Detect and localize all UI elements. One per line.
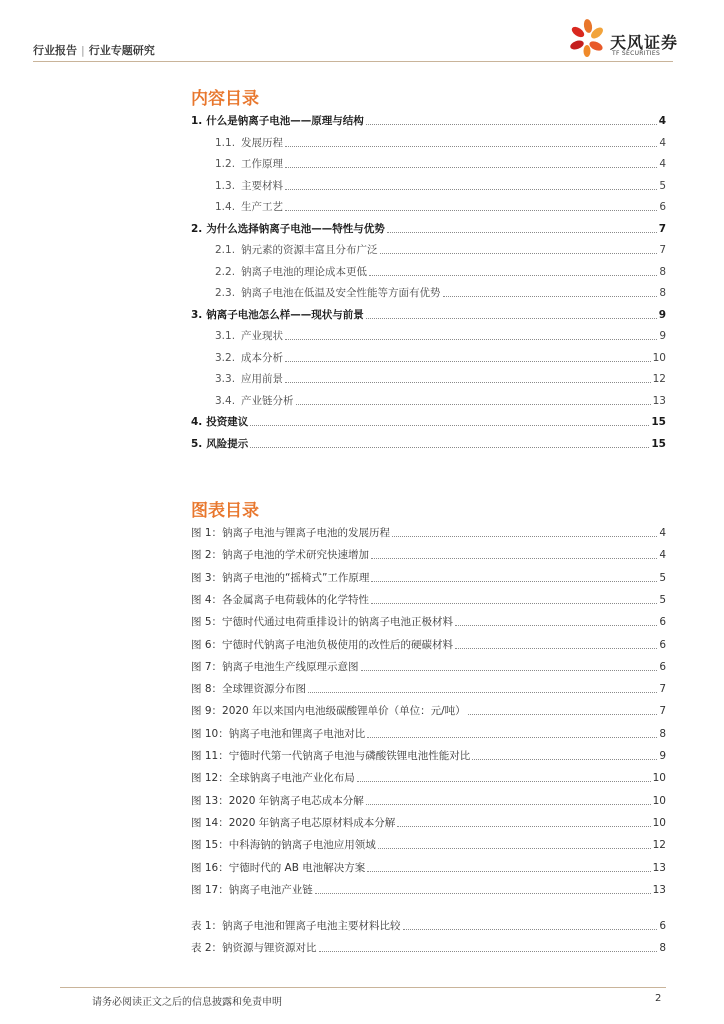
table-entry[interactable]: 表 2：钠资源与锂资源对比 8 xyxy=(191,942,666,955)
figure-entry[interactable]: 图 2：钠离子电池的学术研究快速增加 4 xyxy=(191,549,666,562)
toc-entry[interactable]: 3.3. 应用前景 12 xyxy=(215,373,666,385)
toc-entry[interactable]: 5. 风险提示 15 xyxy=(191,437,666,450)
tf-securities-logo xyxy=(566,18,686,58)
header-separator: | xyxy=(81,44,85,57)
figure-entry[interactable]: 图 17：钠离子电池产业链 13 xyxy=(191,883,666,896)
toc-entry[interactable]: 1.2. 工作原理 4 xyxy=(215,158,666,170)
figure-entry[interactable]: 图 14：2020 年钠离子电芯原材料成本分解 10 xyxy=(191,816,666,829)
report-subtype: 行业专题研究 xyxy=(88,44,155,57)
figure-entry[interactable]: 图 11：宁德时代第一代钠离子电池与磷酸铁锂电池性能对比 9 xyxy=(191,750,666,762)
figure-entry[interactable]: 图 5：宁德时代通过电荷重排设计的钠离子电池正极材料 6 xyxy=(191,616,666,629)
toc-entry[interactable]: 1.1. 发展历程 4 xyxy=(215,136,666,149)
toc-entry[interactable]: 2.1. 钠元素的资源丰富且分布广泛 7 xyxy=(215,244,666,256)
figure-entry[interactable]: 图 16：宁德时代的 AB 电池解决方案 13 xyxy=(191,861,666,874)
logo-chinese-text: 天风证券 xyxy=(610,33,679,52)
figures-title: 图表目录 xyxy=(191,501,259,521)
figure-entry[interactable]: 图 1：钠离子电池与锂离子电池的发展历程 4 xyxy=(191,527,666,539)
toc-entry[interactable]: 3. 钠离子电池怎么样——现状与前景 9 xyxy=(191,308,666,321)
toc-title: 内容目录 xyxy=(191,89,259,109)
toc-entry[interactable]: 1.3. 主要材料 5 xyxy=(215,179,666,192)
toc-entry[interactable]: 3.1. 产业现状 9 xyxy=(215,330,666,342)
toc-entry[interactable]: 4. 投资建议 15 xyxy=(191,416,666,428)
page-number: 2 xyxy=(655,993,662,1004)
figure-entry[interactable]: 图 6：宁德时代钠离子电池负极使用的改性后的硬碳材料 6 xyxy=(191,638,666,651)
footer-divider xyxy=(60,987,666,988)
figure-entry[interactable]: 图 13：2020 年钠离子电芯成本分解 10 xyxy=(191,794,666,807)
figure-entry[interactable]: 图 4：各金属离子电荷载体的化学特性 5 xyxy=(191,593,666,606)
toc-entry[interactable]: 2.3. 钠离子电池在低温及安全性能等方面有优势 8 xyxy=(215,287,666,299)
figure-entry[interactable]: 图 9：2020 年以来国内电池级碳酸锂单价（单位：元/吨） 7 xyxy=(191,705,666,718)
toc-entry[interactable]: 1. 什么是钠离子电池——原理与结构 4 xyxy=(191,115,666,127)
toc-entry[interactable]: 2. 为什么选择钠离子电池——特性与优势 7 xyxy=(191,222,666,235)
figure-entry[interactable]: 图 12：全球钠离子电池产业化布局 10 xyxy=(191,772,666,785)
figure-entry[interactable]: 图 10：钠离子电池和锂离子电池对比 8 xyxy=(191,727,666,740)
table-entry[interactable]: 表 1：钠离子电池和锂离子电池主要材料比较 6 xyxy=(191,920,666,932)
toc-entry[interactable]: 1.4. 生产工艺 6 xyxy=(215,201,666,213)
toc-entry[interactable]: 2.2. 钠离子电池的理论成本更低 8 xyxy=(215,265,666,278)
toc-entry[interactable]: 3.4. 产业链分析 13 xyxy=(215,394,666,407)
figure-entry[interactable]: 图 8：全球锂资源分布图 7 xyxy=(191,683,666,696)
toc-entry[interactable]: 3.2. 成本分析 10 xyxy=(215,351,666,364)
report-type: 行业报告 xyxy=(33,44,77,57)
page-header xyxy=(0,0,724,64)
figure-entry[interactable]: 图 7：钠离子电池生产线原理示意图 6 xyxy=(191,660,666,673)
figure-entry[interactable]: 图 15：中科海钠的钠离子电池应用领域 12 xyxy=(191,839,666,852)
header-divider xyxy=(33,61,673,62)
disclaimer-text: 请务必阅读正文之后的信息披露和免责申明 xyxy=(92,997,282,1008)
report-category xyxy=(33,42,155,58)
flower-logo-icon xyxy=(566,18,610,58)
logo-english-text: TF SECURITIES xyxy=(612,50,661,57)
figure-entry[interactable]: 图 3：钠离子电池的“摇椅式”工作原理 5 xyxy=(191,571,666,584)
